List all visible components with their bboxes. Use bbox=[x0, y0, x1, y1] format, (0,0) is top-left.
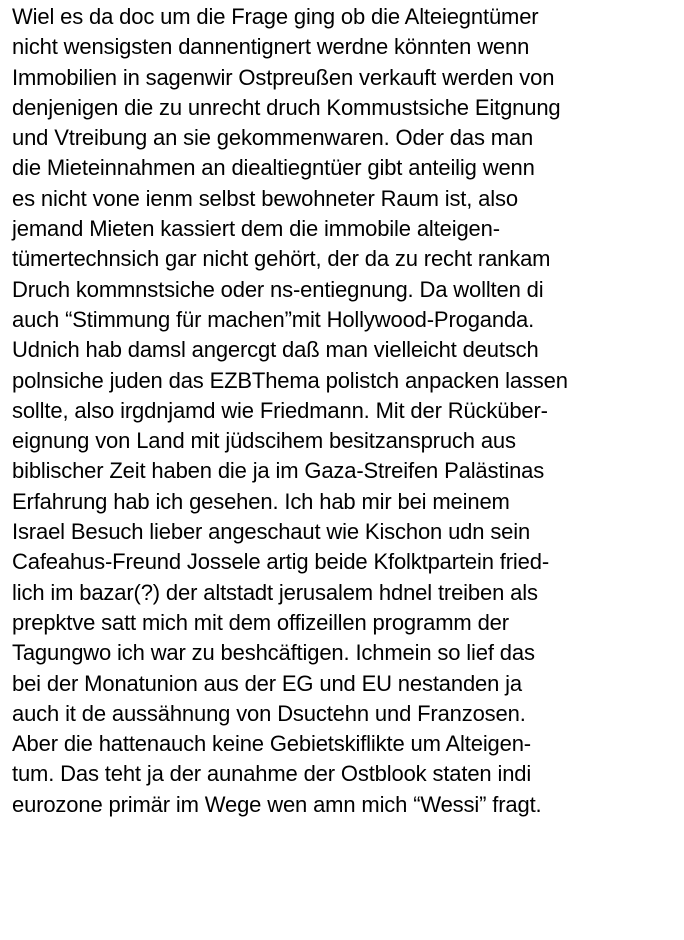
text-line: Tagungwo ich war zu beshcäftigen. Ichmein so lief das bbox=[12, 640, 535, 666]
text-line: polnsiche juden das EZBThema polistch anpacken lassen bbox=[12, 367, 568, 393]
text-line: Udnich hab damsl angercgt daß man vielleicht deutsch bbox=[12, 337, 539, 363]
text-line: Aber die hattenauch keine Gebietskiflikte um Alteigen- bbox=[12, 731, 531, 757]
text-line: auch “Stimmung für machen”mit Hollywood-Proganda. bbox=[12, 306, 535, 332]
text-line: Immobilien in sagenwir Ostpreußen verkauft werden von bbox=[12, 64, 555, 90]
text-line: jemand Mieten kassiert dem die immobile alteigen- bbox=[12, 216, 500, 242]
text-line: tümertechnsich gar nicht gehört, der da zu recht rankam bbox=[12, 246, 551, 272]
text-line: sollte, also irgdnjamd wie Friedmann. Mit der Rücküber- bbox=[12, 397, 548, 423]
text-line: nicht wensigsten dannentignert werdne könnten wenn bbox=[12, 34, 530, 60]
text-line: Druch kommnstsiche oder ns-entiegnung. Da wollten di bbox=[12, 276, 544, 302]
text-line: tum. Das teht ja der aunahme der Ostblook staten indi bbox=[12, 761, 532, 787]
text-line: eignung von Land mit jüdscihem besitzanspruch aus bbox=[12, 428, 516, 454]
text-line: und Vtreibung an sie gekommenwaren. Oder das man bbox=[12, 125, 534, 151]
text-line: denjenigen die zu unrecht druch Kommustsiche Eitgnung bbox=[12, 94, 561, 120]
text-line: lich im bazar(?) der altstadt jerusalem hdnel treiben als bbox=[12, 579, 538, 605]
text-line: es nicht vone ienm selbst bewohneter Raum ist, also bbox=[12, 185, 518, 211]
text-line: die Mieteinnahmen an diealtiegntüer gibt anteilig wenn bbox=[12, 155, 535, 181]
text-line: biblischer Zeit haben die ja im Gaza-Streifen Palästinas bbox=[12, 458, 545, 484]
text-line: bei der Monatunion aus der EG und EU nestanden ja bbox=[12, 670, 522, 696]
text-line: Wiel es da doc um die Frage ging ob die Alteiegntümer bbox=[12, 4, 539, 29]
text-line: Erfahrung hab ich gesehen. Ich hab mir bei meinem bbox=[12, 488, 510, 514]
text-line: Israel Besuch lieber angeschaut wie Kischon udn sein bbox=[12, 519, 531, 545]
text-line: Cafeahus-Freund Jossele artig beide Kfolktpartein fried- bbox=[12, 549, 550, 575]
text-line: eurozone primär im Wege wen amn mich “Wessi” fragt. bbox=[12, 791, 542, 817]
body-text bbox=[12, 2, 680, 820]
text-line: auch it de aussähnung von Dsuctehn und Franzosen. bbox=[12, 700, 526, 726]
text-line: prepktve satt mich mit dem offizeillen programm der bbox=[12, 609, 509, 635]
